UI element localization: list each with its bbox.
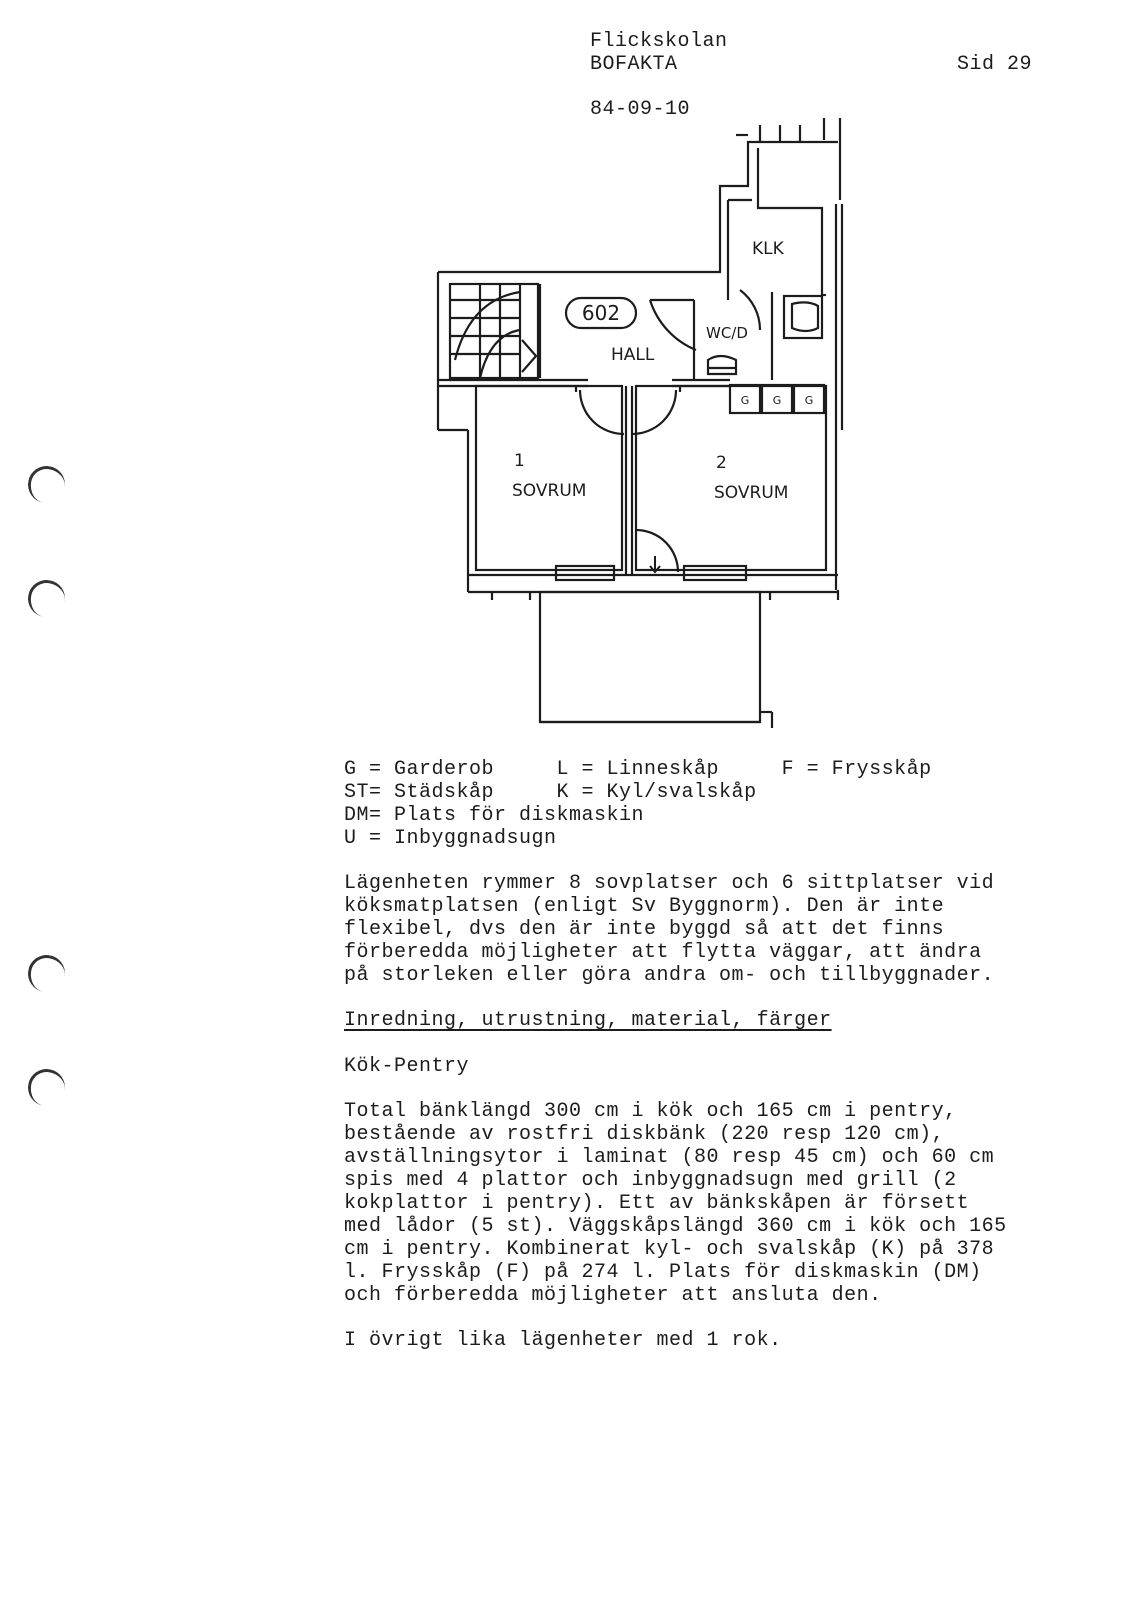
plan-label-hall: HALL: [611, 345, 655, 365]
plan-label-wardrobe-3: G: [804, 394, 814, 407]
subheading: Kök-Pentry: [344, 1055, 470, 1078]
punch-hole-3: [28, 955, 62, 989]
closing-line: I övrigt lika lägenheter med 1 rok.: [344, 1329, 782, 1352]
intro-line-2: köksmatplatsen (enligt Sv Byggnorm). Den är inte: [344, 895, 945, 918]
plan-label-klk: KLK: [752, 239, 784, 259]
plan-label-wardrobe-2: G: [772, 394, 782, 407]
body-line-7: cm i pentry. Kombinerat kyl- och svalskåp (K) på 378: [344, 1238, 995, 1261]
plan-label-room2-name: SOVRUM: [714, 483, 789, 503]
plan-label-wc: WC/D: [706, 324, 748, 342]
page-number: Sid 29: [957, 53, 1033, 76]
punch-hole-4: [28, 1069, 62, 1103]
intro-line-5: på storleken eller göra andra om- och tillbyggnader.: [344, 964, 995, 987]
intro-line-1: Lägenheten rymmer 8 sovplatser och 6 sittplatser vid: [344, 872, 995, 895]
body-line-9: och förberedda möjligheter att ansluta den.: [344, 1284, 882, 1307]
intro-line-4: förberedda möjligheter att flytta väggar, att ändra: [344, 941, 982, 964]
body-line-2: bestående av rostfri diskbänk (220 resp 120 cm),: [344, 1123, 945, 1146]
document-date: 84-09-10: [590, 98, 691, 121]
legend-line-2: ST= Städskåp K = Kyl/svalskåp: [344, 781, 757, 804]
legend-line-1: G = Garderob L = Linneskåp F = Frysskåp: [344, 758, 932, 781]
plan-label-room1-number: 1: [514, 451, 525, 471]
plan-label-wardrobe-1: G: [740, 394, 750, 407]
section-name: BOFAKTA: [590, 53, 678, 76]
body-line-3: avställningsytor i laminat (80 resp 45 cm) och 60 cm: [344, 1146, 995, 1169]
plan-label-apartment: 602: [581, 301, 621, 325]
body-line-6: med lådor (5 st). Väggskåpslängd 360 cm i kök och 165: [344, 1215, 1007, 1238]
body-line-1: Total bänklängd 300 cm i kök och 165 cm i pentry,: [344, 1100, 957, 1123]
intro-line-3: flexibel, dvs den är inte byggd så att det finns: [344, 918, 945, 941]
plan-label-room2-number: 2: [716, 453, 727, 473]
legend-line-4: U = Inbyggnadsugn: [344, 827, 557, 850]
plan-label-room1-name: SOVRUM: [512, 481, 587, 501]
legend-line-3: DM= Plats för diskmaskin: [344, 804, 645, 827]
project-name: Flickskolan: [590, 30, 728, 53]
body-line-8: l. Frysskåp (F) på 274 l. Plats för diskmaskin (DM): [344, 1261, 982, 1284]
body-line-5: kokplattor i pentry). Ett av bänkskåpen är försett: [344, 1192, 970, 1215]
section-heading: Inredning, utrustning, material, färger: [344, 1009, 832, 1032]
floor-plan: [0, 0, 1122, 760]
body-line-4: spis med 4 plattor och inbyggnadsugn med grill (2: [344, 1169, 957, 1192]
